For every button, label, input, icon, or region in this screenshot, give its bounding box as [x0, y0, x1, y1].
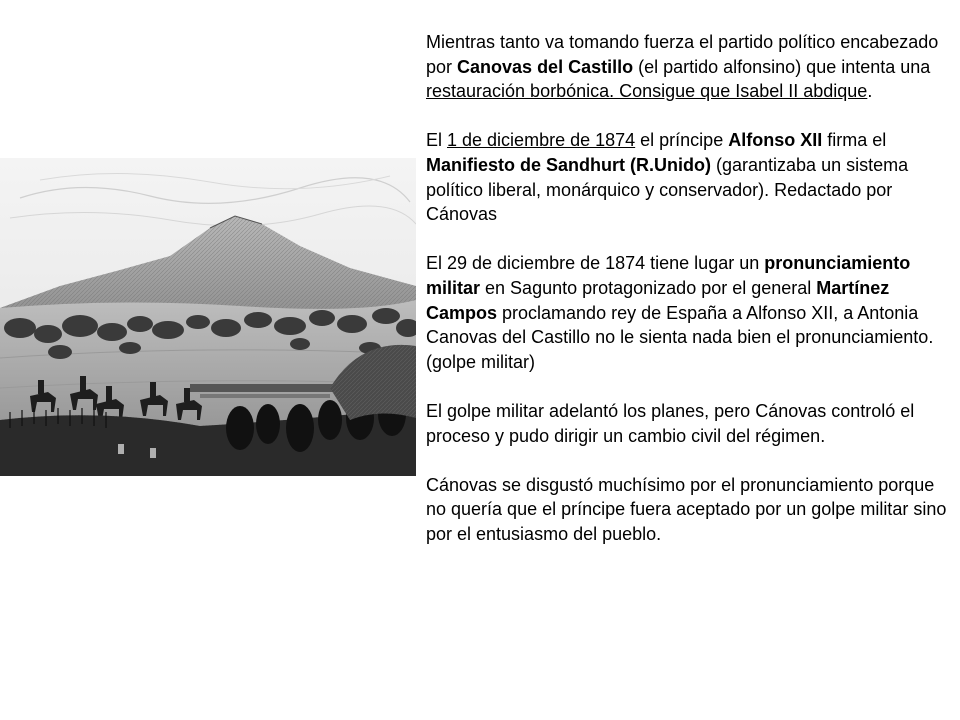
text-run: en Sagunto protagonizado por el general: [480, 277, 817, 298]
bold-text: Martínez Campos: [426, 277, 890, 323]
paragraph-5: [426, 473, 956, 547]
text-run: (el partido alfonsino) que intenta una: [633, 56, 931, 77]
text-run: proclamando rey de España a Alfonso XII, a Antonia Canovas del Castillo no le sienta nada bien el pronunciamiento. (golpe militar): [426, 302, 934, 372]
text-run: firma el: [822, 130, 887, 151]
text-run: (garantizaba un sistema político liberal, monárquico y conservador). Redactado por Cánovas: [426, 154, 909, 225]
bold-text: pronunciamiento militar: [426, 253, 911, 298]
text-run: el príncipe: [635, 130, 729, 151]
text-run: Cánovas se disgustó muchísimo por el pronunciamiento porque no quería que el príncipe fuera aceptado por un golpe militar sino por el entusiasmo del pueblo.: [426, 474, 947, 544]
bold-text: Canovas del Castillo: [457, 56, 634, 77]
text-run: .: [867, 81, 873, 102]
underlined-date: 1 de diciembre de 1874: [447, 130, 636, 151]
text-run: El 29 de diciembre de 1874 tiene lugar un: [426, 253, 765, 274]
paragraph-3: [426, 251, 956, 374]
paragraph-1: [426, 30, 956, 104]
bold-text: Alfonso XII: [728, 130, 823, 151]
distant-troops: [190, 384, 340, 398]
paragraph-4: [426, 399, 956, 448]
text-run: El golpe militar adelantó los planes, pero Cánovas controló el proceso y pudo dirigir un cambio civil del régimen.: [426, 400, 915, 446]
text-block: [426, 30, 956, 571]
paragraph-2: [426, 128, 956, 226]
text-run: Mientras tanto va tomando fuerza el partido político encabezado por: [426, 32, 939, 77]
text-run: El: [426, 130, 448, 151]
engraving-illustration: [0, 158, 416, 476]
underlined-text: restauración borbónica. Consigue que Isabel II abdique: [426, 81, 868, 102]
bold-text: Manifiesto de Sandhurt (R.Unido): [426, 154, 711, 175]
